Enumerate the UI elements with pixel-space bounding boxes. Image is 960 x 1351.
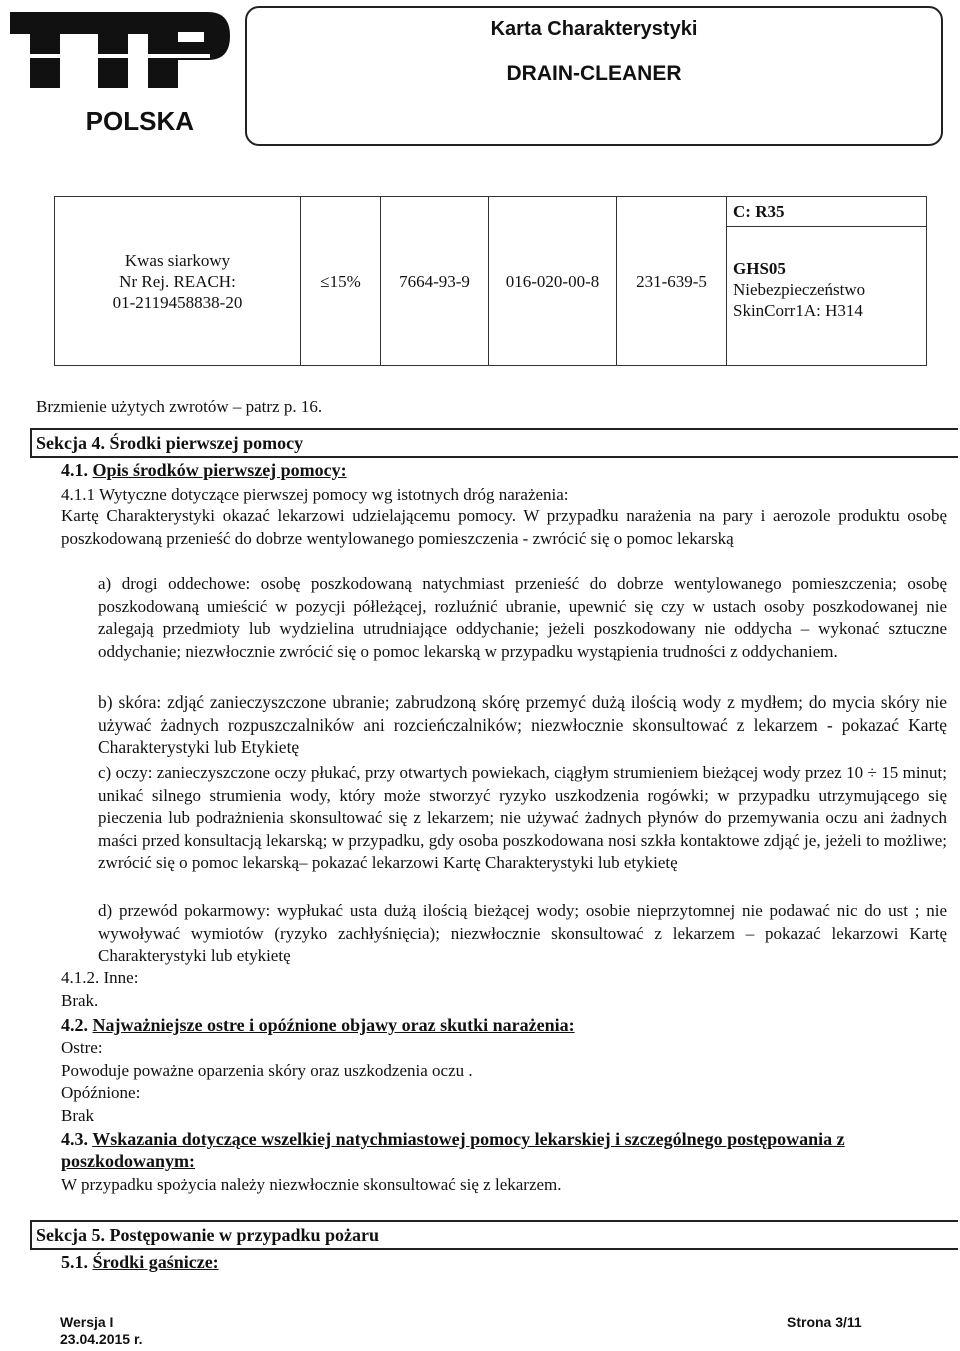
ghs-hazard-statement: SkinCorr1A: H314 (733, 301, 863, 320)
item-d-digestive: d) przewód pokarmowy: wypłukać usta dużą ilością bieżącej wody; osobie nieprzytomnej nie podawać nic do ust ; nie wywoływać wymiotów (ryzyko zachłyśnięcia); niezwłocznie skonsultować z lekarzem – pokazać lekarzowi Kartę Charakterystyki lub etykietę (98, 901, 947, 966)
subsection-title: Opis środków pierwszej pomocy: (92, 460, 347, 480)
subsection-title: Środki gaśnicze: (92, 1252, 219, 1272)
delayed-label: Opóźnione: (61, 1083, 141, 1102)
section-4-header: Sekcja 4. Środki pierwszej pomocy (30, 428, 958, 458)
document-header (245, 6, 943, 146)
intro-paragraph: Kartę Charakterystyki okazać lekarzowi udzielającemu pomocy. W przypadku narażenia na pary i aerozole produktu osobę poszkodowaną przenieść do dobrze wentylowanego pomieszczenia - zwrócić się o pomoc lekarską (61, 506, 947, 548)
concentration-cell: ≤15% (301, 197, 381, 366)
subsection-5-1-heading (61, 1251, 219, 1273)
section-5-header: Sekcja 5. Postępowanie w przypadku pożaru (30, 1220, 958, 1250)
subsection-title-line1: Wskazania dotyczące wszelkiej natychmiastowej pomocy lekarskiej i szczególnego postępowania z (92, 1129, 845, 1149)
company-logo (8, 4, 236, 140)
footer-page-number: Strona 3/11 (787, 1314, 862, 1330)
item-c-eyes: c) oczy: zanieczyszczone oczy płukać, przy otwartych powiekach, ciągłym strumieniem bieżącej wody przez 10 ÷ 15 minut; unikać silnego strumienia wody, który może stworzyć ryzyko uszkodzenia rogówki; w przypadku utrzymującego się pieczenia lub podrażnienia skonsultować się z lekarzem; nie używać żadnych płynów do przemywania oczu ani żadnych maści przed konsultacją lekarską; w przypadku, gdy osoba poszkodowana nosi szkła kontaktowe zdjąć je, jeżeli to możliwe; zwrócić się o pomoc lekarską– pokazać lekarzowi Kartę Charakterystyki lub etykietę (98, 763, 947, 873)
composition-table (54, 196, 927, 366)
cas-cell: 7664-93-9 (381, 197, 489, 366)
dsd-classification: C: R35 (733, 202, 785, 221)
reach-number: 01-2119458838-20 (112, 292, 243, 312)
logo-text: POLSKA (85, 106, 194, 136)
product-name: DRAIN-CLEANER (506, 62, 682, 85)
ghs-signal-word: Niebezpieczeństwo (733, 280, 866, 299)
subsection-number: 4.3. (61, 1129, 88, 1149)
subsection-4-1-2: 4.1.2. Inne: (61, 968, 139, 987)
ghs-pictogram-code: GHS05 (733, 259, 786, 278)
substance-name: Kwas siarkowy (124, 250, 231, 270)
item-b-skin: b) skóra: zdjąć zanieczyszczone ubranie; zabrudzoną skórę przemyć dużą ilością wody z mydłem; do mycia skóry nie używać żadnych rozpuszczalników ani rozcieńczalników; niezwłocznie skonsultować z lekarzem - pokazać Kartę Charakterystyki lub Etykietę (98, 692, 947, 758)
ttp-logo-icon (8, 4, 236, 140)
table-row (55, 197, 927, 366)
subsection-number: 4.2. (61, 1015, 88, 1035)
acute-label: Ostre: (61, 1038, 103, 1057)
subsection-title: Najważniejsze ostre i opóźnione objawy oraz skutki narażenia: (92, 1015, 575, 1035)
classification-divider (726, 226, 926, 227)
subsection-number: 5.1. (61, 1252, 88, 1272)
reach-label: Nr Rej. REACH: (119, 271, 236, 291)
subsection-number: 4.1. (61, 460, 88, 480)
version-label: Wersja I (60, 1314, 114, 1330)
subsection-4-3-text: W przypadku spożycia należy niezwłocznie skonsultować się z lekarzem. (61, 1175, 562, 1194)
subsection-4-1-heading (61, 459, 347, 481)
footer-version (60, 1314, 143, 1348)
phrases-note: Brzmienie użytych zwrotów – patrz p. 16. (36, 397, 323, 416)
index-number-cell: 016-020-00-8 (489, 197, 617, 366)
subsection-title-line2: poszkodowanym: (61, 1151, 196, 1171)
delayed-text: Brak (61, 1106, 95, 1125)
version-date: 23.04.2015 r. (60, 1331, 143, 1347)
substance-name-cell (55, 197, 301, 366)
classification-cell (727, 197, 927, 366)
acute-text: Powoduje poważne oparzenia skóry oraz uszkodzenia oczu . (61, 1061, 473, 1080)
item-a-respiratory: a) drogi oddechowe: osobę poszkodowaną natychmiast przenieść do dobrze wentylowanego pomieszczenia; osobę poszkodowaną umieścić w pozycji półleżącej, rozluźnić ubranie, upewnić się czy w ustach osoby poszkodowanej nie zalegają przedmioty lub wydzielina utrudniające oddychanie; jeżeli poszkodowany nie oddycha – wykonać sztuczne oddychanie; niezwłocznie zwrócić się o pomoc lekarską w przypadku wystąpienia trudności z oddychaniem. (98, 574, 947, 661)
other-text: Brak. (61, 991, 99, 1010)
subsection-4-1-1: 4.1.1 Wytyczne dotyczące pierwszej pomocy wg istotnych dróg narażenia: (61, 485, 569, 504)
ec-number-cell: 231-639-5 (617, 197, 727, 366)
document-title: Karta Charakterystyki (490, 18, 698, 40)
subsection-4-3-heading (61, 1128, 947, 1172)
subsection-4-2-heading (61, 1014, 575, 1036)
